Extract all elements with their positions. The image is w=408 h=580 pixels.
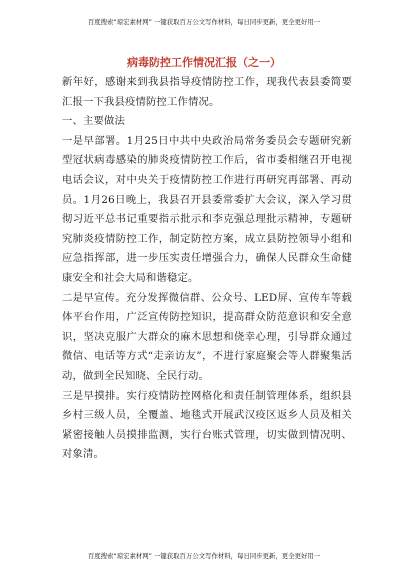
document-body bbox=[62, 73, 352, 465]
section-heading-main-practices: 一、主要做法 bbox=[62, 115, 125, 128]
document-title: 病毒防控工作情况汇报（之一） bbox=[127, 56, 281, 69]
footer-banner: 百度搜索“琼宏素材网” 一键获取百万公文写作材料，每日同步更新，更全更好用一 bbox=[87, 552, 321, 560]
paragraph-early-screening: 三是早摸排。实行疫情防控网格化和责任制管理体系，组织县乡村三级人员，全覆盖、地毯式开展武汉疫区返乡人员及相关紧密接触人员摸排监测，实行台账式管理，切实做到情况明、对象清。 bbox=[62, 389, 352, 461]
paragraph-early-publicity: 二是早宣传。充分发挥微信群、公众号、LED屏、宣传车等载体平台作用，广泛宣传防控知识，提高群众防范意识和安全意识，坚决克服广大群众的麻木思想和侥幸心理，引导群众通过微信、电话等方式“走亲访友”，不进行家庭聚会等人群聚集活动，做到全民知晓、全民行动。 bbox=[62, 291, 352, 382]
paragraph-greeting: 新年好，感谢来到我县指导疫情防控工作，现我代表县委简要汇报一下我县疫情防控工作情况。 bbox=[62, 76, 352, 108]
paragraph-early-deployment: 一是早部署。1月25日中共中央政治局常务委员会专题研究新型冠状病毒感染的肺炎疫情防控工作后，省市委相继召开电视电话会议，对中央关于疫情防控工作进行再研究再部署、再动员。1月26日晚上，我县召开县委常委扩大会议，深入学习贯彻习近平总书记重要指示批示和李克强总理批示精神，专题研究肺炎疫情防控工作，制定防控方案，成立县防控领导小组和应急指挥部，进一步压实责任增强合力，确保人民群众生命健康安全和社会大局和谐稳定。 bbox=[62, 134, 352, 284]
header-banner: 百度搜索“琼宏素材网” 一键获取百万公文写作材料，每日同步更新，更全更好用一 bbox=[87, 18, 321, 26]
